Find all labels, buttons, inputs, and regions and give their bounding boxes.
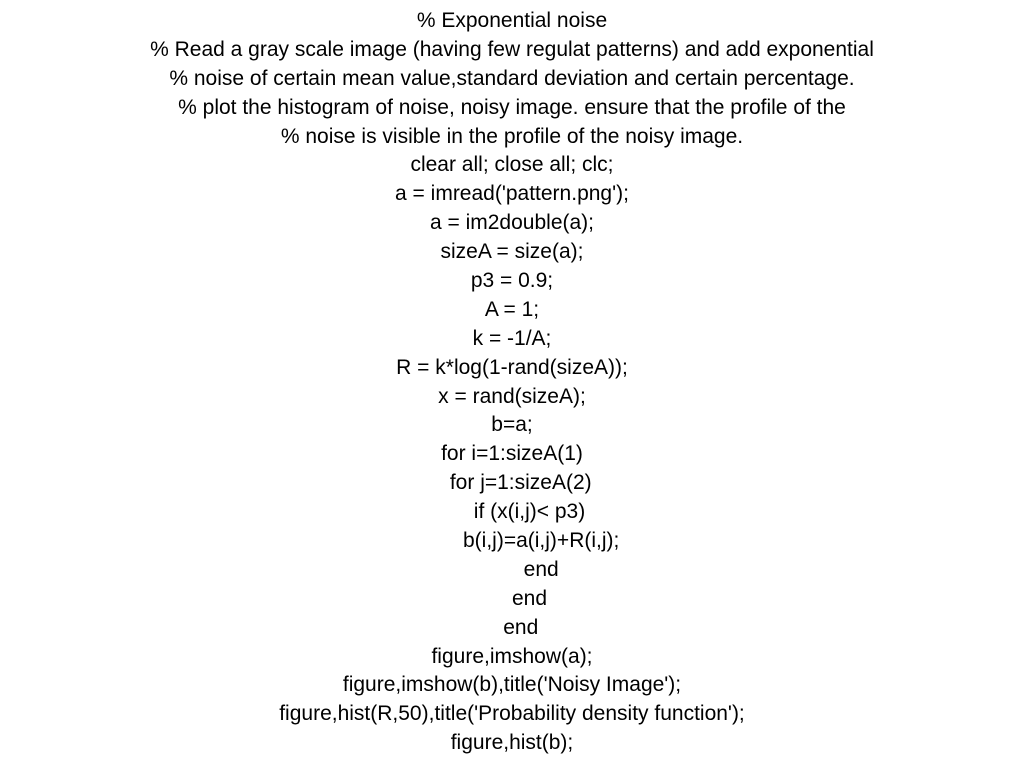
code-line: p3 = 0.9;	[470, 269, 554, 293]
code-line: end	[485, 615, 539, 639]
code-line: figure,imshow(a);	[431, 644, 593, 668]
code-line: end	[476, 586, 548, 610]
code-line: if (x(i,j)< p3)	[438, 500, 586, 524]
comment-line: % plot the histogram of noise, noisy image. ensure that the profile of the	[178, 95, 846, 119]
code-line: b=a;	[491, 413, 533, 437]
code-line: k = -1/A;	[472, 326, 552, 350]
code-line: for j=1:sizeA(2)	[432, 471, 592, 495]
comment-line: % Read a gray scale image (having few regulat patterns) and add exponential	[150, 37, 874, 61]
code-line: figure,imshow(b),title('Noisy Image');	[342, 673, 682, 697]
code-line: a = im2double(a);	[429, 211, 594, 235]
comment-line: % Exponential noise	[416, 9, 608, 32]
code-line: x = rand(sizeA);	[438, 384, 586, 408]
code-line: a = imread('pattern.png');	[395, 182, 629, 206]
comment-line: % noise of certain mean value,standard deviation and certain percentage.	[169, 66, 855, 90]
code-line: R = k*log(1-rand(sizeA));	[396, 355, 628, 379]
code-line: figure,hist(b);	[450, 731, 574, 755]
code-line: b(i,j)=a(i,j)+R(i,j);	[404, 529, 620, 553]
code-line: sizeA = size(a);	[440, 240, 584, 264]
code-line: figure,hist(R,50),title('Probability density function');	[279, 702, 745, 726]
code-line: A = 1;	[484, 297, 540, 321]
code-line: for i=1:sizeA(1)	[441, 442, 583, 466]
comment-line: % noise is visible in the profile of the noisy image.	[280, 124, 744, 148]
code-line: clear all; close all; clc;	[410, 153, 614, 177]
code-line: end	[465, 557, 559, 581]
slide-body	[0, 7, 1024, 768]
code-listing	[0, 7, 1024, 758]
